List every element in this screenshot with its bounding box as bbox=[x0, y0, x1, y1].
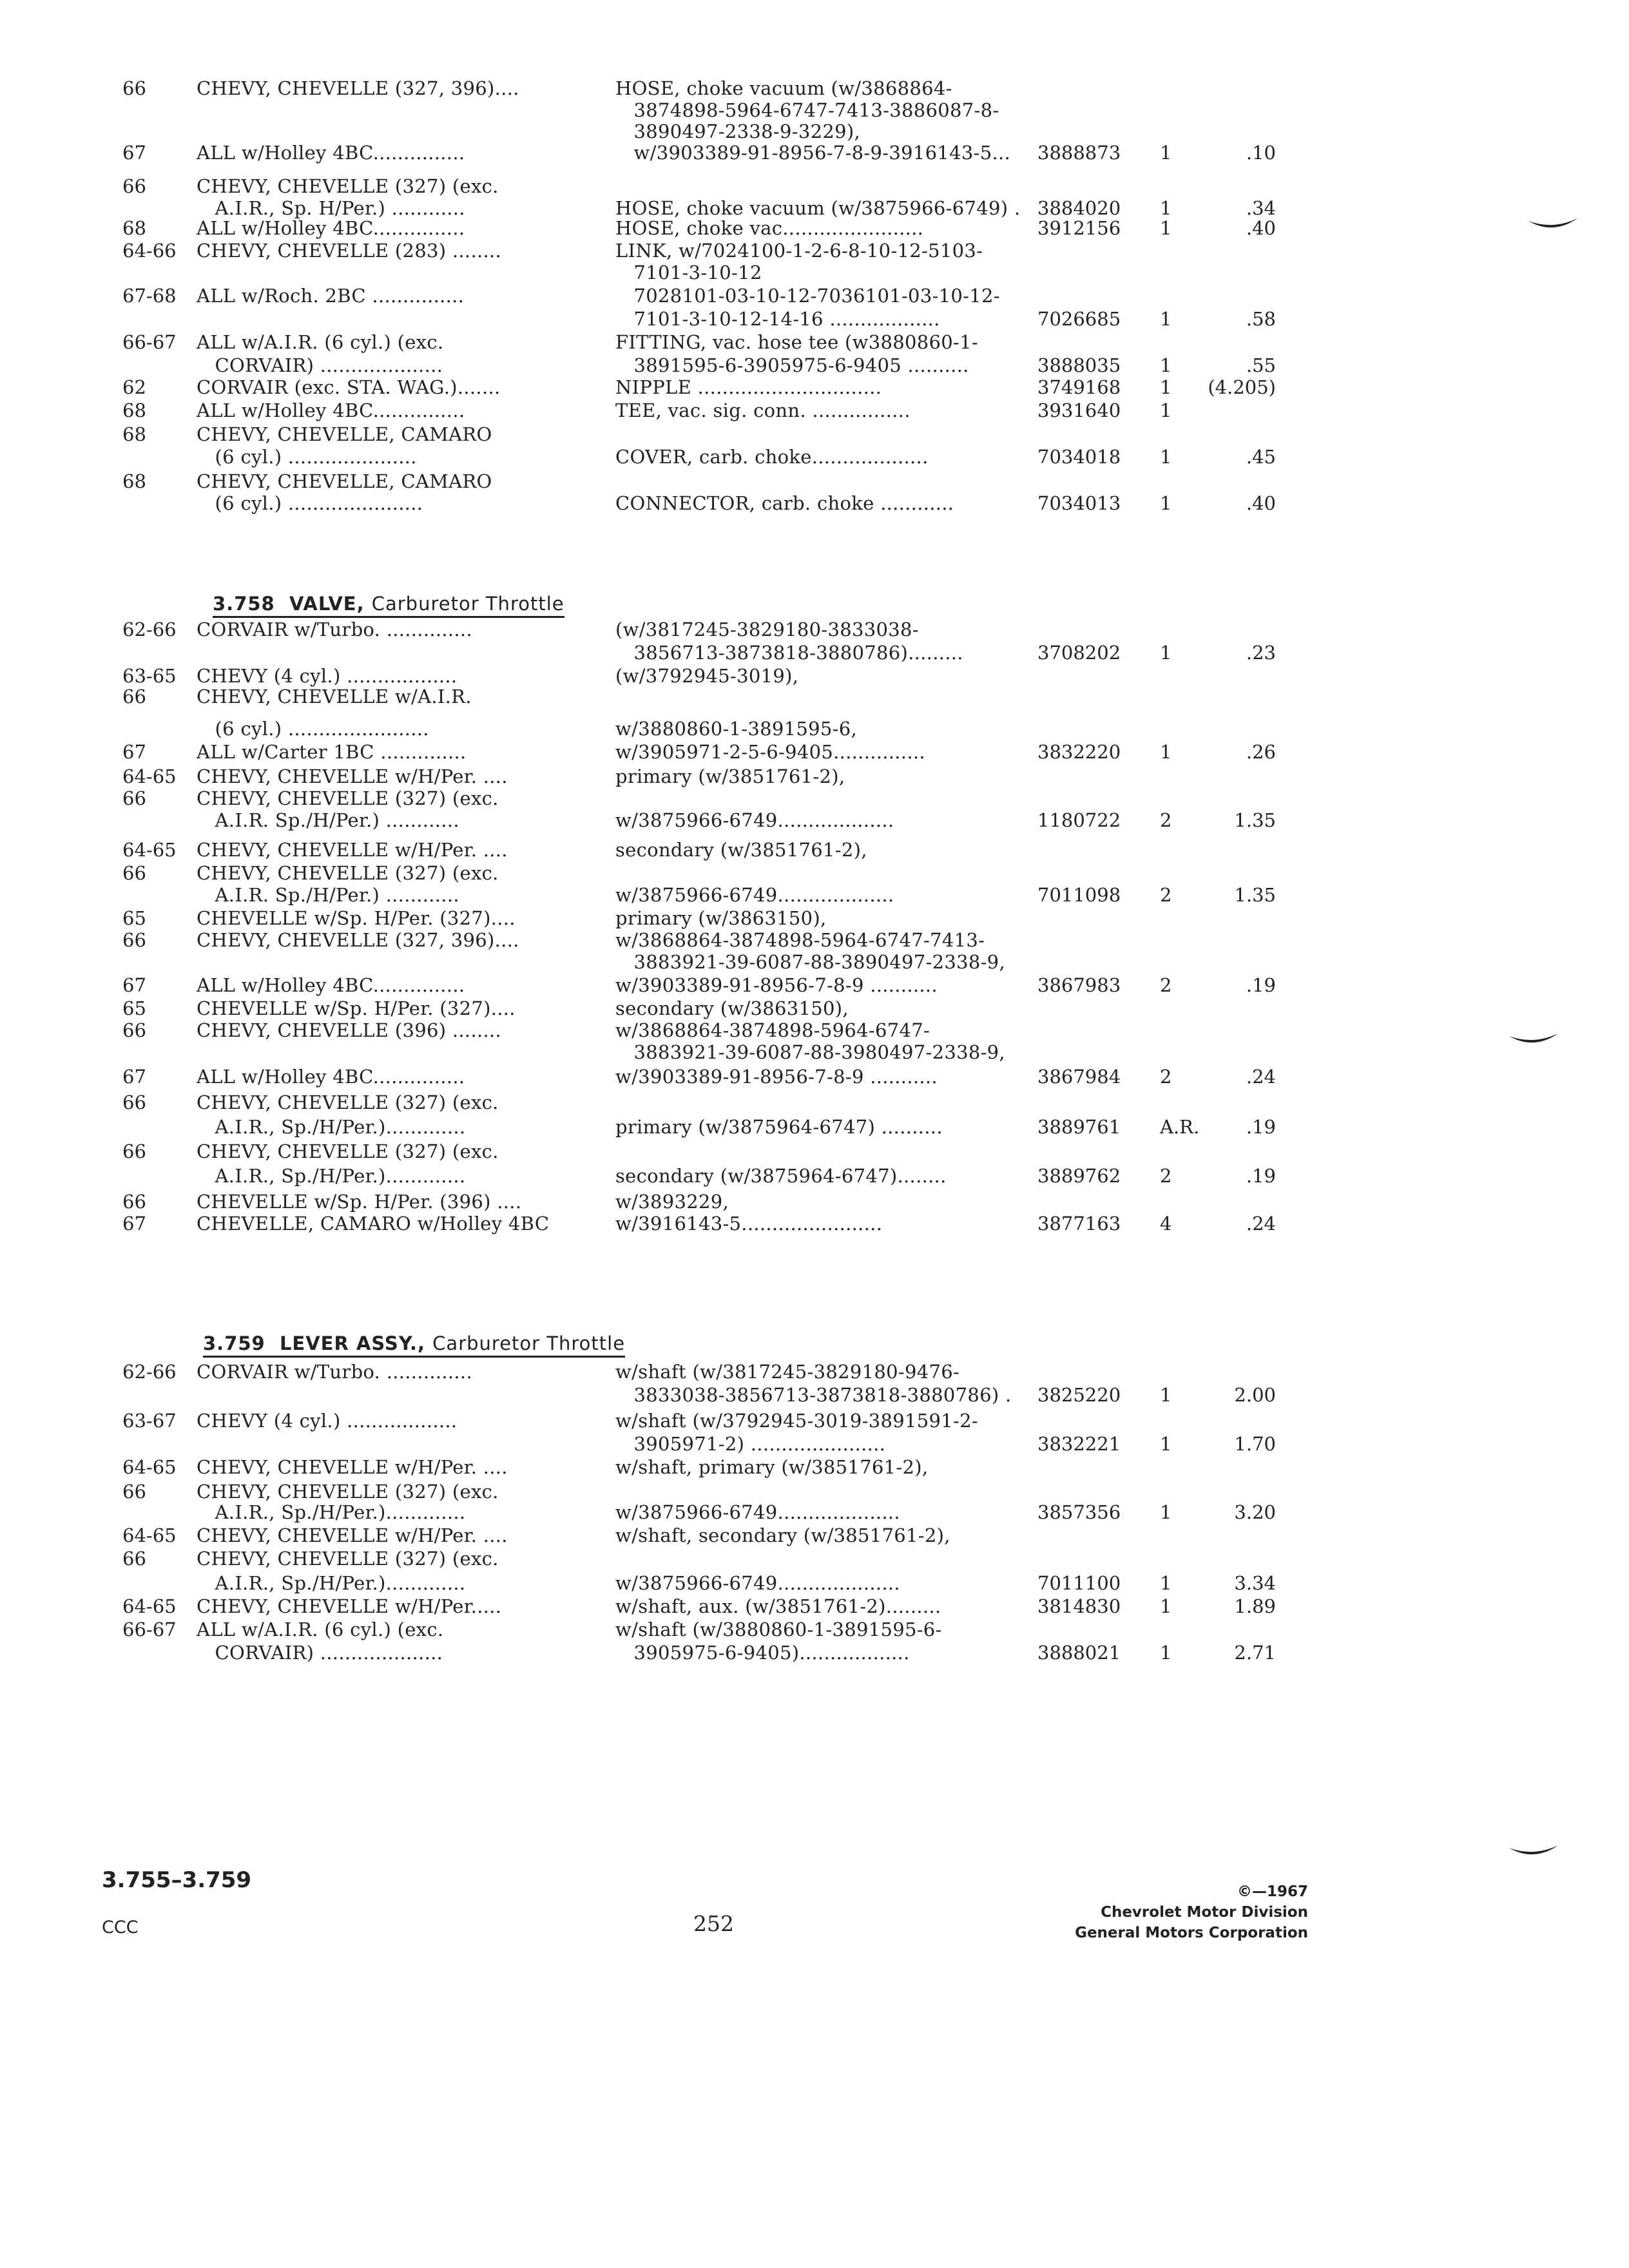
quantity-cell: 2 bbox=[1160, 974, 1172, 996]
part-number-cell: 3888021 bbox=[1037, 1642, 1121, 1664]
description-cell: w/shaft, aux. (w/3851761-2)......... bbox=[615, 1595, 941, 1617]
year-cell: 65 bbox=[122, 907, 146, 929]
model-cell: CHEVY, CHEVELLE (327) (exc. bbox=[197, 1481, 499, 1503]
model-cell: CORVAIR) .................... bbox=[197, 354, 443, 376]
part-number-cell: 1180722 bbox=[1037, 809, 1121, 831]
description-cell: COVER, carb. choke................... bbox=[615, 446, 929, 468]
corporation-name: General Motors Corporation bbox=[1075, 1925, 1308, 1941]
quantity-cell: 1 bbox=[1160, 1501, 1172, 1523]
year-cell: 66 bbox=[122, 686, 146, 707]
model-cell: A.I.R., Sp. H/Per.) ............ bbox=[197, 197, 465, 219]
part-number-cell: 7034018 bbox=[1037, 446, 1121, 468]
quantity-cell: 2 bbox=[1160, 809, 1172, 831]
part-number-cell: 3889762 bbox=[1037, 1165, 1121, 1187]
year-cell: 64-65 bbox=[122, 1595, 177, 1617]
description-cell: w/shaft (w/3817245-3829180-9476- bbox=[615, 1361, 960, 1383]
page-number: 252 bbox=[693, 1911, 734, 1936]
model-cell: ALL w/Holley 4BC............... bbox=[197, 1066, 465, 1088]
model-cell: CHEVY, CHEVELLE (283) ........ bbox=[197, 240, 502, 262]
year-cell: 62-66 bbox=[122, 1361, 177, 1383]
year-cell: 66 bbox=[122, 1191, 146, 1213]
part-number-cell: 3832220 bbox=[1037, 741, 1121, 763]
quantity-cell: 1 bbox=[1160, 308, 1172, 330]
model-cell: (6 cyl.) ....................... bbox=[197, 718, 429, 740]
year-cell: 64-65 bbox=[122, 839, 177, 861]
description-cell: 7101-3-10-12 bbox=[615, 262, 762, 284]
description-cell: (w/3792945-3019), bbox=[615, 665, 799, 687]
description-cell: primary (w/3851761-2), bbox=[615, 765, 845, 787]
model-cell: CORVAIR (exc. STA. WAG.)....... bbox=[197, 376, 501, 398]
section-number: 3.758 bbox=[213, 593, 275, 615]
year-cell: 67 bbox=[122, 142, 146, 164]
price-cell: .23 bbox=[1246, 642, 1276, 664]
model-cell: CHEVY, CHEVELLE (327) (exc. bbox=[197, 862, 499, 884]
description-cell: primary (w/3875964-6747) .......... bbox=[615, 1116, 943, 1138]
year-cell: 67 bbox=[122, 741, 146, 763]
model-cell: CHEVELLE w/Sp. H/Per. (396) .... bbox=[197, 1191, 522, 1213]
description-cell: 3883921-39-6087-88-3980497-2338-9, bbox=[615, 1041, 1005, 1063]
section-range-label: 3.755–3.759 bbox=[102, 1867, 252, 1893]
part-number-cell: 3889761 bbox=[1037, 1116, 1121, 1138]
quantity-cell: 1 bbox=[1160, 1572, 1172, 1594]
section-subtitle: Carburetor Throttle bbox=[432, 1332, 626, 1354]
model-cell: CHEVELLE w/Sp. H/Per. (327).... bbox=[197, 997, 516, 1019]
price-cell: .45 bbox=[1246, 446, 1276, 468]
model-cell: CHEVY, CHEVELLE (327) (exc. bbox=[197, 1091, 499, 1113]
price-cell: .26 bbox=[1246, 741, 1276, 763]
part-number-cell: 3888035 bbox=[1037, 354, 1121, 376]
quantity-cell: 2 bbox=[1160, 1066, 1172, 1088]
year-cell: 68 bbox=[122, 217, 146, 239]
price-cell: 3.20 bbox=[1234, 1501, 1276, 1523]
year-cell: 66 bbox=[122, 1091, 146, 1113]
year-cell: 66-67 bbox=[122, 1619, 177, 1640]
part-number-cell: 3749168 bbox=[1037, 376, 1121, 398]
price-cell: .10 bbox=[1246, 142, 1276, 164]
year-cell: 62 bbox=[122, 376, 146, 398]
description-cell: w/shaft (w/3880860-1-3891595-6- bbox=[615, 1619, 942, 1640]
part-number-cell: 3832221 bbox=[1037, 1433, 1121, 1455]
quantity-cell: 1 bbox=[1160, 741, 1172, 763]
price-cell: .34 bbox=[1246, 197, 1276, 219]
price-cell: .19 bbox=[1246, 1116, 1276, 1138]
price-cell: (4.205) bbox=[1208, 376, 1276, 398]
part-number-cell: 3912156 bbox=[1037, 217, 1121, 239]
description-cell: w/shaft, primary (w/3851761-2), bbox=[615, 1456, 929, 1478]
model-cell: CHEVY, CHEVELLE w/H/Per. .... bbox=[197, 765, 508, 787]
description-cell: 3905975-6-9405).................. bbox=[615, 1642, 910, 1664]
model-cell: ALL w/Holley 4BC............... bbox=[197, 217, 465, 239]
price-cell: 1.70 bbox=[1234, 1433, 1276, 1455]
price-cell: 3.34 bbox=[1234, 1572, 1276, 1594]
description-cell: w/3903389-91-8956-7-8-9 ........... bbox=[615, 1066, 938, 1088]
description-cell: LINK, w/7024100-1-2-6-8-10-12-5103- bbox=[615, 240, 983, 262]
part-number-cell: 7011100 bbox=[1037, 1572, 1121, 1594]
quantity-cell: 1 bbox=[1160, 1642, 1172, 1664]
model-cell: CHEVY, CHEVELLE w/H/Per. .... bbox=[197, 1456, 508, 1478]
model-cell: CHEVY, CHEVELLE (327) (exc. bbox=[197, 1140, 499, 1162]
model-cell: CHEVY, CHEVELLE w/H/Per..... bbox=[197, 1595, 502, 1617]
copyright-block bbox=[1075, 1881, 1308, 1943]
description-cell: FITTING, vac. hose tee (w3880860-1- bbox=[615, 331, 978, 353]
price-cell: .19 bbox=[1246, 1165, 1276, 1187]
description-cell: 7101-3-10-12-14-16 .................. bbox=[615, 308, 940, 330]
quantity-cell: 2 bbox=[1160, 1165, 1172, 1187]
year-cell: 67 bbox=[122, 1066, 146, 1088]
year-cell: 68 bbox=[122, 423, 146, 445]
year-cell: 64-65 bbox=[122, 765, 177, 787]
description-cell: 7028101-03-10-12-7036101-03-10-12- bbox=[615, 285, 1000, 307]
description-cell: w/3916143-5....................... bbox=[615, 1213, 883, 1235]
year-cell: 66 bbox=[122, 929, 146, 951]
year-cell: 66 bbox=[122, 1548, 146, 1570]
part-number-cell: 3867984 bbox=[1037, 1066, 1121, 1088]
year-cell: 66 bbox=[122, 175, 146, 197]
description-cell: primary (w/3863150), bbox=[615, 907, 827, 929]
quantity-cell: 2 bbox=[1160, 884, 1172, 906]
year-cell: 66 bbox=[122, 1481, 146, 1503]
part-number-cell: 3931640 bbox=[1037, 399, 1121, 421]
year-cell: 67 bbox=[122, 1213, 146, 1235]
model-cell: ALL w/Holley 4BC............... bbox=[197, 974, 465, 996]
quantity-cell: A.R. bbox=[1160, 1116, 1200, 1138]
price-cell: 1.35 bbox=[1234, 809, 1276, 831]
section-number: 3.759 bbox=[203, 1332, 265, 1354]
model-cell: A.I.R., Sp./H/Per.)............. bbox=[197, 1572, 466, 1594]
part-number-cell: 7034013 bbox=[1037, 492, 1121, 514]
binder-hole-mark bbox=[1527, 216, 1579, 233]
description-cell: 3890497-2338-9-3229), bbox=[615, 120, 860, 142]
price-cell: 1.89 bbox=[1234, 1595, 1276, 1617]
model-cell: CHEVY, CHEVELLE w/H/Per. .... bbox=[197, 839, 508, 861]
model-cell: (6 cyl.) ...................... bbox=[197, 492, 423, 514]
description-cell: secondary (w/3851761-2), bbox=[615, 839, 867, 861]
year-cell: 67 bbox=[122, 974, 146, 996]
section-name: VALVE, bbox=[289, 593, 365, 615]
part-number-cell: 3884020 bbox=[1037, 197, 1121, 219]
description-cell: 3833038-3856713-3873818-3880786) . bbox=[615, 1384, 1012, 1406]
year-cell: 66 bbox=[122, 1140, 146, 1162]
description-cell: w/3868864-3874898-5964-6747- bbox=[615, 1019, 930, 1041]
part-number-cell: 3857356 bbox=[1037, 1501, 1121, 1523]
model-cell: A.I.R., Sp./H/Per.)............. bbox=[197, 1501, 466, 1523]
price-cell: .19 bbox=[1246, 974, 1276, 996]
section-name: LEVER ASSY., bbox=[279, 1332, 426, 1354]
list-item bbox=[0, 491, 1629, 528]
model-cell: A.I.R. Sp./H/Per.) ............ bbox=[197, 809, 459, 831]
description-cell: w/3893229, bbox=[615, 1191, 729, 1213]
section-heading-lever bbox=[203, 1332, 625, 1358]
year-cell: 68 bbox=[122, 399, 146, 421]
price-cell: .24 bbox=[1246, 1213, 1276, 1235]
description-cell: w/shaft (w/3792945-3019-3891591-2- bbox=[615, 1410, 978, 1432]
part-number-cell: 3877163 bbox=[1037, 1213, 1121, 1235]
model-cell: ALL w/Holley 4BC............... bbox=[197, 399, 465, 421]
model-cell: CORVAIR w/Turbo. .............. bbox=[197, 1361, 472, 1383]
quantity-cell: 1 bbox=[1160, 399, 1172, 421]
model-cell: ALL w/A.I.R. (6 cyl.) (exc. bbox=[197, 1619, 444, 1640]
year-cell: 67-68 bbox=[122, 285, 177, 307]
description-cell: secondary (w/3875964-6747)........ bbox=[615, 1165, 947, 1187]
price-cell: 2.71 bbox=[1234, 1642, 1276, 1664]
quantity-cell: 1 bbox=[1160, 197, 1172, 219]
quantity-cell: 1 bbox=[1160, 142, 1172, 164]
description-cell: w/3875966-6749................... bbox=[615, 884, 894, 906]
year-cell: 66 bbox=[122, 862, 146, 884]
description-cell: w/3905971-2-5-6-9405............... bbox=[615, 741, 925, 763]
description-cell: NIPPLE .............................. bbox=[615, 376, 882, 398]
quantity-cell: 1 bbox=[1160, 446, 1172, 468]
year-cell: 63-65 bbox=[122, 665, 177, 687]
part-number-cell: 3867983 bbox=[1037, 974, 1121, 996]
model-cell: A.I.R., Sp./H/Per.)............. bbox=[197, 1165, 466, 1187]
model-cell: CHEVY (4 cyl.) .................. bbox=[197, 1410, 458, 1432]
model-cell: A.I.R., Sp./H/Per.)............. bbox=[197, 1116, 466, 1138]
quantity-cell: 1 bbox=[1160, 1384, 1172, 1406]
model-cell: A.I.R. Sp./H/Per.) ............ bbox=[197, 884, 459, 906]
section-heading-valve bbox=[213, 593, 564, 618]
model-cell: CHEVY, CHEVELLE, CAMARO bbox=[197, 470, 492, 492]
price-cell: 2.00 bbox=[1234, 1384, 1276, 1406]
description-cell: 3856713-3873818-3880786)......... bbox=[615, 642, 963, 664]
price-cell: .40 bbox=[1246, 217, 1276, 239]
model-cell: CORVAIR w/Turbo. .............. bbox=[197, 619, 472, 640]
list-item bbox=[0, 1211, 1629, 1249]
list-item bbox=[0, 1640, 1629, 1678]
quantity-cell: 1 bbox=[1160, 376, 1172, 398]
description-cell: 3874898-5964-6747-7413-3886087-8- bbox=[615, 99, 999, 121]
model-cell: (6 cyl.) ..................... bbox=[197, 446, 417, 468]
quantity-cell: 1 bbox=[1160, 492, 1172, 514]
year-cell: 62-66 bbox=[122, 619, 177, 640]
description-cell: w/3868864-3874898-5964-6747-7413- bbox=[615, 929, 985, 951]
binder-hole-mark bbox=[1508, 1031, 1559, 1048]
model-cell: CHEVY, CHEVELLE w/H/Per. .... bbox=[197, 1524, 508, 1546]
list-item bbox=[0, 140, 1629, 178]
model-cell: CHEVY, CHEVELLE (396) ........ bbox=[197, 1019, 502, 1041]
year-cell: 65 bbox=[122, 997, 146, 1019]
year-cell: 66 bbox=[122, 77, 146, 99]
model-cell: CORVAIR) .................... bbox=[197, 1642, 443, 1664]
year-cell: 66 bbox=[122, 1019, 146, 1041]
part-number-cell: 3888873 bbox=[1037, 142, 1121, 164]
price-cell: .40 bbox=[1246, 492, 1276, 514]
description-cell: 3883921-39-6087-88-3890497-2338-9, bbox=[615, 951, 1005, 973]
description-cell: w/3903389-91-8956-7-8-9 ........... bbox=[615, 974, 938, 996]
price-cell: .58 bbox=[1246, 308, 1276, 330]
year-cell: 63-67 bbox=[122, 1410, 177, 1432]
model-cell: ALL w/Holley 4BC............... bbox=[197, 142, 465, 164]
description-cell: 3891595-6-3905975-6-9405 .......... bbox=[615, 354, 969, 376]
description-cell: HOSE, choke vacuum (w/3868864- bbox=[615, 77, 952, 99]
model-cell: CHEVY, CHEVELLE w/A.I.R. bbox=[197, 686, 472, 707]
description-cell: w/3875966-6749.................... bbox=[615, 1572, 900, 1594]
model-cell: ALL w/Roch. 2BC ............... bbox=[197, 285, 465, 307]
year-cell: 66 bbox=[122, 787, 146, 809]
year-cell: 66-67 bbox=[122, 331, 177, 353]
part-number-cell: 3814830 bbox=[1037, 1595, 1121, 1617]
model-cell: CHEVY, CHEVELLE (327) (exc. bbox=[197, 787, 499, 809]
quantity-cell: 1 bbox=[1160, 354, 1172, 376]
year-cell: 64-65 bbox=[122, 1456, 177, 1478]
model-cell: CHEVY, CHEVELLE (327) (exc. bbox=[197, 175, 499, 197]
description-cell: w/3880860-1-3891595-6, bbox=[615, 718, 858, 740]
quantity-cell: 4 bbox=[1160, 1213, 1172, 1235]
model-cell: CHEVY, CHEVELLE (327) (exc. bbox=[197, 1548, 499, 1570]
description-cell: CONNECTOR, carb. choke ............ bbox=[615, 492, 954, 514]
part-number-cell: 3708202 bbox=[1037, 642, 1121, 664]
copyright-year: ©—1967 bbox=[1237, 1883, 1308, 1900]
description-cell: HOSE, choke vac....................... bbox=[615, 217, 924, 239]
model-cell: ALL w/A.I.R. (6 cyl.) (exc. bbox=[197, 331, 444, 353]
quantity-cell: 1 bbox=[1160, 1595, 1172, 1617]
price-cell: .24 bbox=[1246, 1066, 1276, 1088]
quantity-cell: 1 bbox=[1160, 217, 1172, 239]
description-cell: 3905971-2) ...................... bbox=[615, 1433, 886, 1455]
model-cell: CHEVELLE, CAMARO w/Holley 4BC bbox=[197, 1213, 550, 1235]
section-subtitle: Carburetor Throttle bbox=[371, 593, 564, 615]
price-cell: 1.35 bbox=[1234, 884, 1276, 906]
quantity-cell: 1 bbox=[1160, 642, 1172, 664]
model-cell: CHEVY, CHEVELLE (327, 396).... bbox=[197, 929, 519, 951]
division-name: Chevrolet Motor Division bbox=[1101, 1904, 1308, 1921]
year-cell: 64-66 bbox=[122, 240, 177, 262]
price-cell: .55 bbox=[1246, 354, 1276, 376]
model-cell: CHEVY, CHEVELLE, CAMARO bbox=[197, 423, 492, 445]
binder-hole-mark bbox=[1508, 1843, 1559, 1860]
model-cell: CHEVY, CHEVELLE (327, 396).... bbox=[197, 77, 519, 99]
description-cell: w/3903389-91-8956-7-8-9-3916143-5... bbox=[615, 142, 1011, 164]
part-number-cell: 3825220 bbox=[1037, 1384, 1121, 1406]
description-cell: w/shaft, secondary (w/3851761-2), bbox=[615, 1524, 950, 1546]
description-cell: (w/3817245-3829180-3833038- bbox=[615, 619, 919, 640]
description-cell: TEE, vac. sig. conn. ................ bbox=[615, 399, 911, 421]
year-cell: 68 bbox=[122, 470, 146, 492]
description-cell: secondary (w/3863150), bbox=[615, 997, 849, 1019]
description-cell: HOSE, choke vacuum (w/3875966-6749) . bbox=[615, 197, 1021, 219]
catalog-code: CCC bbox=[102, 1917, 139, 1937]
part-number-cell: 7011098 bbox=[1037, 884, 1121, 906]
model-cell: CHEVY (4 cyl.) .................. bbox=[197, 665, 458, 687]
description-cell: w/3875966-6749.................... bbox=[615, 1501, 900, 1523]
year-cell: 64-65 bbox=[122, 1524, 177, 1546]
model-cell: ALL w/Carter 1BC .............. bbox=[197, 741, 467, 763]
quantity-cell: 1 bbox=[1160, 1433, 1172, 1455]
description-cell: w/3875966-6749................... bbox=[615, 809, 894, 831]
model-cell: CHEVELLE w/Sp. H/Per. (327).... bbox=[197, 907, 516, 929]
part-number-cell: 7026685 bbox=[1037, 308, 1121, 330]
